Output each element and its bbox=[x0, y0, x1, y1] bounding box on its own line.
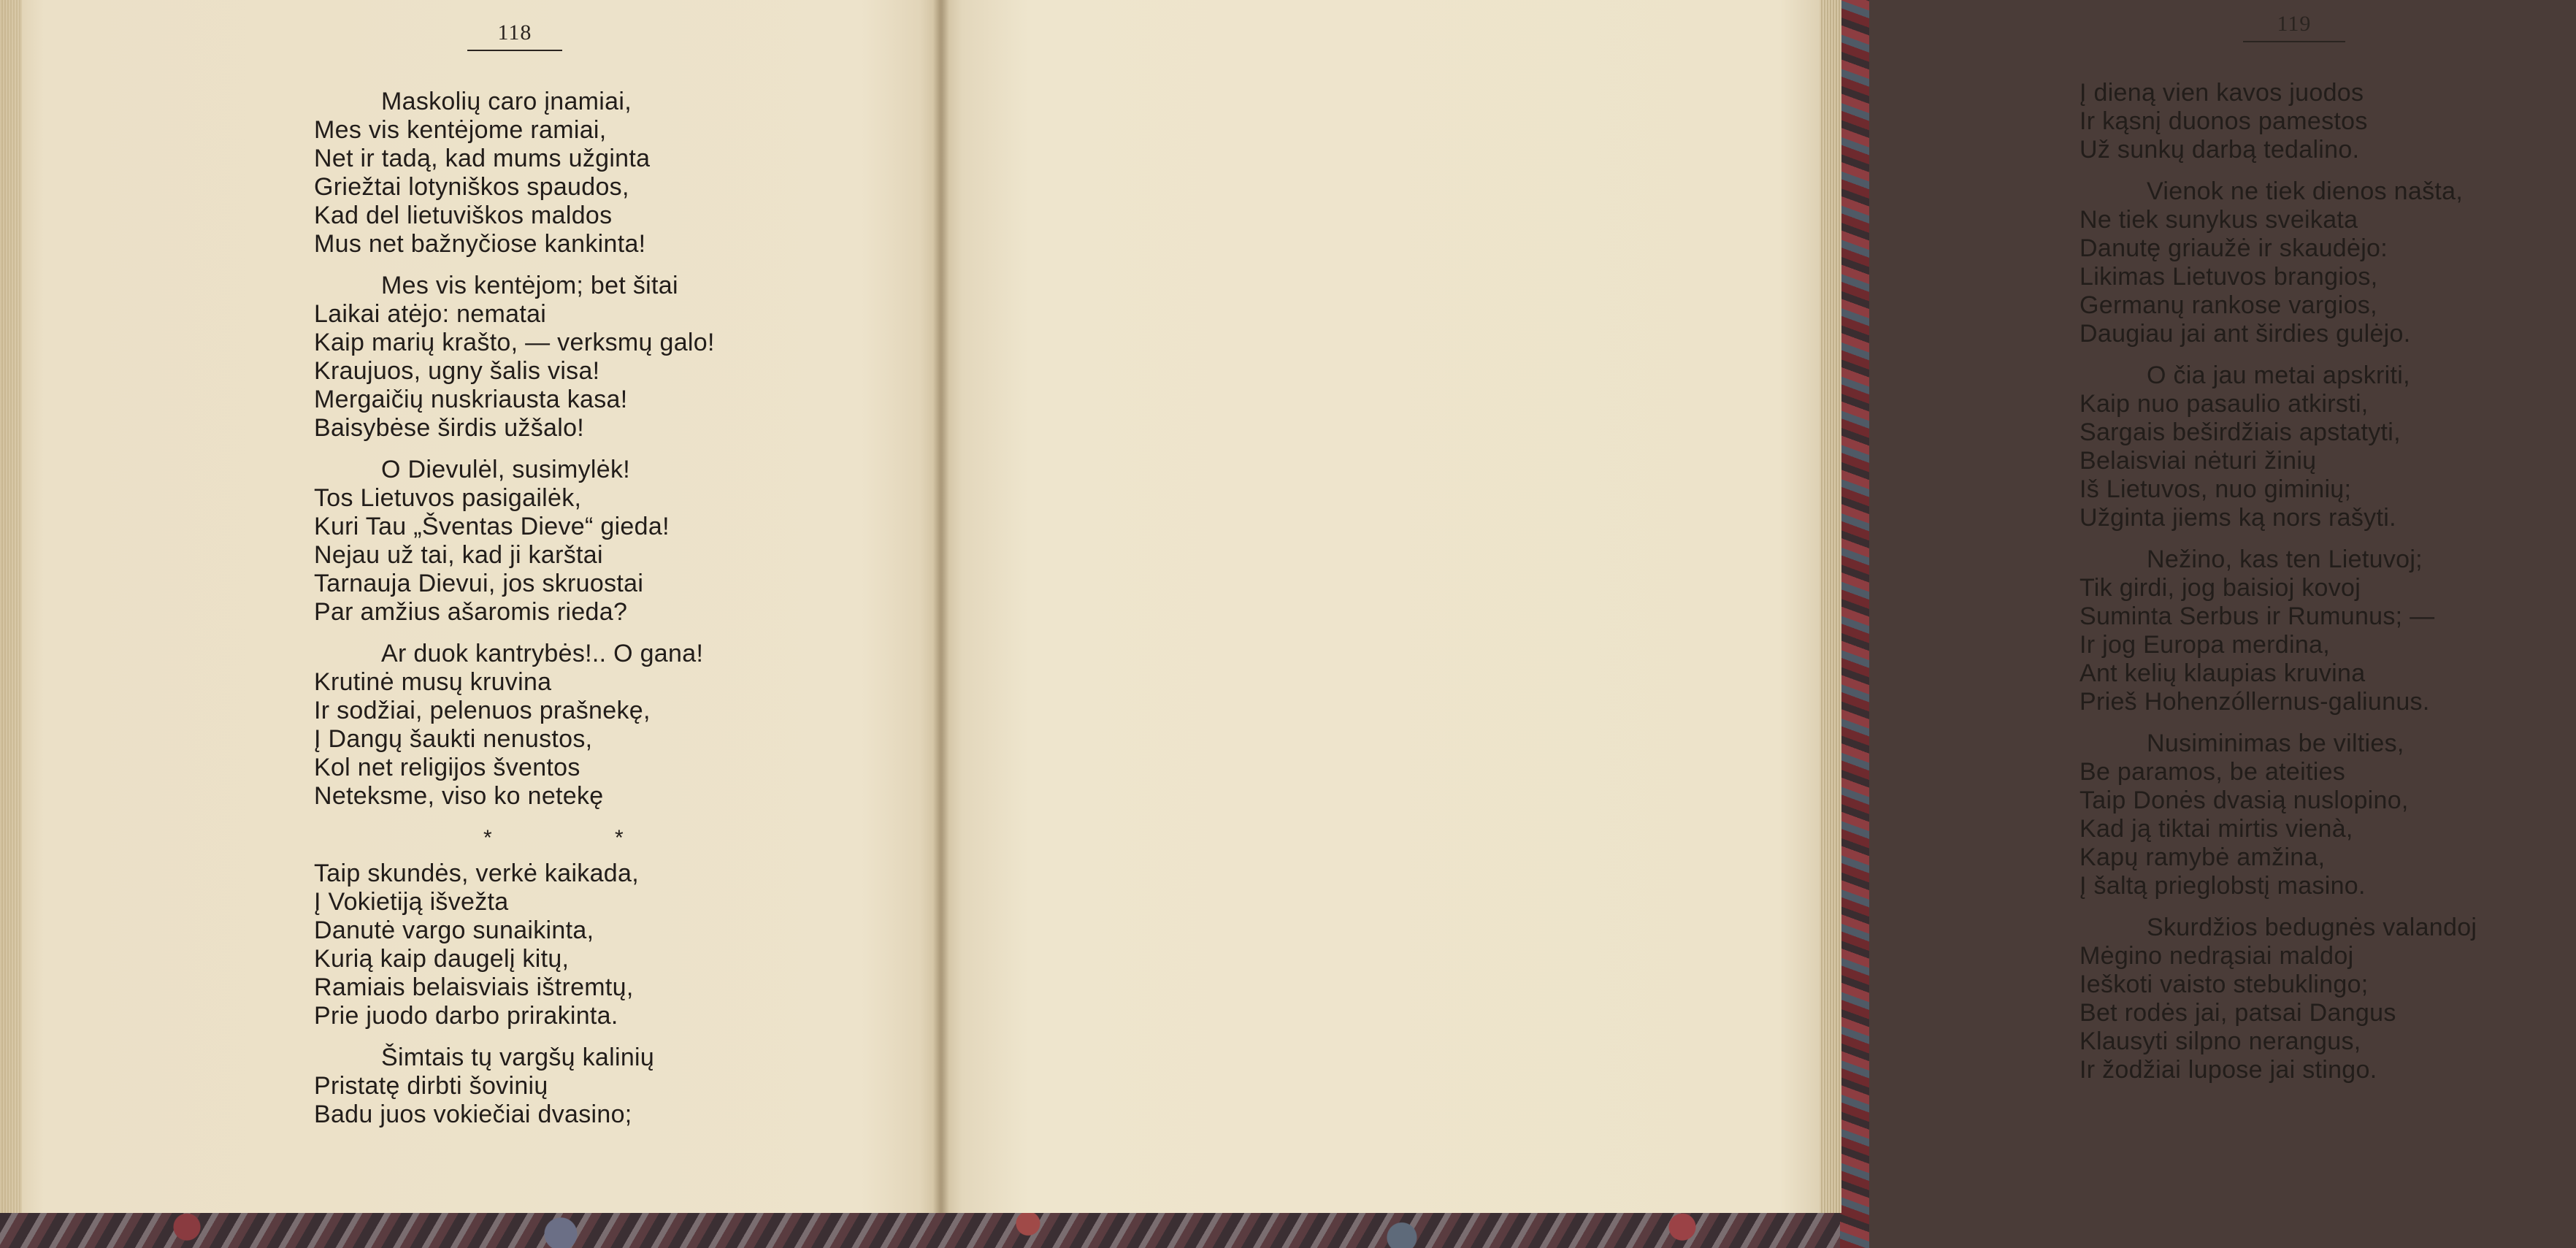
verse-line: Tos Lietuvos pasigailėk, bbox=[314, 484, 582, 512]
page-number-right bbox=[2243, 12, 2345, 42]
verse-line: Ieškoti vaisto stebuklingo; bbox=[2079, 971, 2369, 998]
stanza bbox=[314, 272, 796, 443]
verse-line: Taip Donės dvasią nuslopino, bbox=[2079, 786, 2409, 814]
verse-line: Ir sodžiai, pelenuos prašnekę, bbox=[314, 697, 651, 724]
verse-line: Griežtai lotyniškos spaudos, bbox=[314, 173, 629, 201]
page-edges-right bbox=[1820, 0, 1841, 1213]
right-page bbox=[940, 0, 2477, 1213]
stanza bbox=[2079, 79, 2576, 164]
verse-line: Kad ją tiktai mirtis vienà, bbox=[2079, 815, 2353, 843]
verse-line: Mėgino nedrąsiai maldoj bbox=[2079, 942, 2354, 970]
verse-line: Pristatę dirbti šovinių bbox=[314, 1072, 548, 1100]
verse-line: Į šaltą prieglobstį masino. bbox=[2079, 872, 2366, 900]
verse-line: Kurią kaip daugelį kitų, bbox=[314, 945, 570, 973]
marbled-edge-bottom bbox=[0, 1213, 1869, 1248]
verse-line: Kapų ramybė amžina, bbox=[2079, 843, 2326, 871]
verse-line: Tarnauja Dievui, jos skruostai bbox=[314, 570, 644, 597]
verse-line: Skurdžios bedugnės valandoj bbox=[2147, 914, 2477, 941]
verse-line: Ramiais belaisviais ištremtų, bbox=[314, 973, 634, 1001]
marbled-edge-right bbox=[1840, 0, 1869, 1248]
stanza bbox=[2079, 545, 2576, 716]
verse-line: Už sunkų darbą tedalino. bbox=[2079, 136, 2360, 164]
verse-line: Germanų rankose vargios, bbox=[2079, 291, 2377, 319]
verse-line: Likimas Lietuvos brangios, bbox=[2079, 263, 2378, 291]
verse-line: Ir jog Europa merdina, bbox=[2079, 631, 2330, 659]
stanza-separator: * * bbox=[483, 826, 682, 850]
stanza bbox=[2079, 177, 2576, 348]
verse-line: Daugiau jai ant širdies gulėjo. bbox=[2079, 320, 2411, 348]
verse-line: Taip skundės, verkė kaikada, bbox=[314, 860, 639, 887]
verse-line: Be paramos, be ateities bbox=[2079, 758, 2346, 786]
stanza bbox=[2079, 914, 2576, 1084]
verse-line: Nejau už tai, kad ji karštai bbox=[314, 541, 603, 569]
verse-line: Iš Lietuvos, nuo giminių; bbox=[2079, 475, 2352, 503]
verse-line: Sargais beširdžiais apstatyti, bbox=[2079, 418, 2401, 446]
page-number-left-text: 118 bbox=[497, 20, 532, 45]
stanza bbox=[314, 640, 796, 811]
verse-line: Mus net bažnyčiose kankinta! bbox=[314, 230, 646, 258]
stanza bbox=[314, 1044, 796, 1129]
verse-line: Krutinė musų kruvina bbox=[314, 668, 552, 696]
verse-line: Mes vis kentėjom; bet šitai bbox=[381, 272, 678, 299]
verse-line: Badu juos vokiečiai dvasino; bbox=[314, 1100, 632, 1128]
verse-line: Ar duok kantrybės!.. O gana! bbox=[381, 640, 704, 667]
stanza bbox=[314, 88, 796, 259]
verse-line: Kuri Tau „Šventas Dieve“ gieda! bbox=[314, 513, 670, 540]
verse-line: Klausyti silpno nerangus, bbox=[2079, 1027, 2361, 1055]
verse-line: Į Vokietiją išvežta bbox=[314, 888, 509, 916]
page-number-rule bbox=[2243, 41, 2345, 42]
poem-left bbox=[314, 88, 796, 1142]
verse-line: Prieš Hohenzóllernus-galiunus. bbox=[2079, 688, 2430, 716]
verse-line: Užginta jiems ką nors rašyti. bbox=[2079, 504, 2396, 532]
verse-line: Kad del lietuviškos maldos bbox=[314, 202, 613, 229]
verse-line: Laikai atėjo: nematai bbox=[314, 300, 547, 328]
verse-line: O Dievulėl, susimylėk! bbox=[381, 456, 631, 483]
verse-line: Į Dangų šaukti nenustos, bbox=[314, 725, 593, 753]
book-gutter bbox=[933, 0, 949, 1213]
verse-line: Danutė vargo sunaikinta, bbox=[314, 916, 594, 944]
stanza bbox=[2079, 361, 2576, 532]
verse-line: Maskolių caro įnamiai, bbox=[381, 88, 632, 115]
verse-line: Bet rodės jai, patsai Dangus bbox=[2079, 999, 2396, 1027]
verse-line: Kaip nuo pasaulio atkirsti, bbox=[2079, 390, 2369, 418]
verse-line: Baisybėse širdis užšalo! bbox=[314, 414, 585, 442]
verse-line: Nusiminimas be vilties, bbox=[2147, 730, 2404, 757]
verse-line: Šimtais tų vargšų kalinių bbox=[381, 1044, 655, 1071]
verse-line: Neteksme, viso ko netekę bbox=[314, 782, 604, 810]
verse-line: Ant kelių klaupias kruvina bbox=[2079, 659, 2366, 687]
page-number-left bbox=[467, 20, 562, 51]
verse-line: Kaip marių krašto, — verksmų galo! bbox=[314, 329, 715, 356]
verse-line: Kraujuos, ugny šalis visa! bbox=[314, 357, 600, 385]
verse-line: Belaisviai nėturi žinių bbox=[2079, 447, 2317, 475]
stanza bbox=[314, 860, 796, 1030]
verse-line: Net ir tadą, kad mums užginta bbox=[314, 145, 651, 172]
verse-line: Mergaičių nuskriausta kasa! bbox=[314, 386, 628, 413]
verse-line: O čia jau metai apskriti, bbox=[2147, 361, 2410, 389]
verse-line: Mes vis kentėjome ramiai, bbox=[314, 116, 607, 144]
verse-line: Prie juodo darbo prirakinta. bbox=[314, 1002, 618, 1030]
verse-line: Kol net religijos šventos bbox=[314, 754, 580, 781]
verse-line: Tik girdi, jog baisioj kovoj bbox=[2079, 574, 2361, 602]
verse-line: Ir kąsnį duonos pamestos bbox=[2079, 107, 2368, 135]
stanza bbox=[314, 456, 796, 627]
verse-line: Į dieną vien kavos juodos bbox=[2079, 79, 2364, 107]
left-page bbox=[0, 0, 940, 1213]
poem-right bbox=[2079, 79, 2576, 1098]
verse-line: Danutę griaužė ir skaudėjo: bbox=[2079, 234, 2388, 262]
page-edges-left bbox=[0, 0, 22, 1213]
verse-line: Ir žodžiai lupose jai stingo. bbox=[2079, 1056, 2377, 1084]
stanza bbox=[2079, 730, 2576, 900]
page-number-right-text: 119 bbox=[2277, 12, 2312, 36]
verse-line: Vienok ne tiek dienos našta, bbox=[2147, 177, 2464, 205]
verse-line: Par amžius ašaromis rieda? bbox=[314, 598, 628, 626]
page-number-rule bbox=[467, 50, 562, 51]
verse-line: Ne tiek sunykus sveikata bbox=[2079, 206, 2358, 234]
verse-line: Nežino, kas ten Lietuvoj; bbox=[2147, 545, 2423, 573]
verse-line: Suminta Serbus ir Rumunus; — bbox=[2079, 602, 2435, 630]
